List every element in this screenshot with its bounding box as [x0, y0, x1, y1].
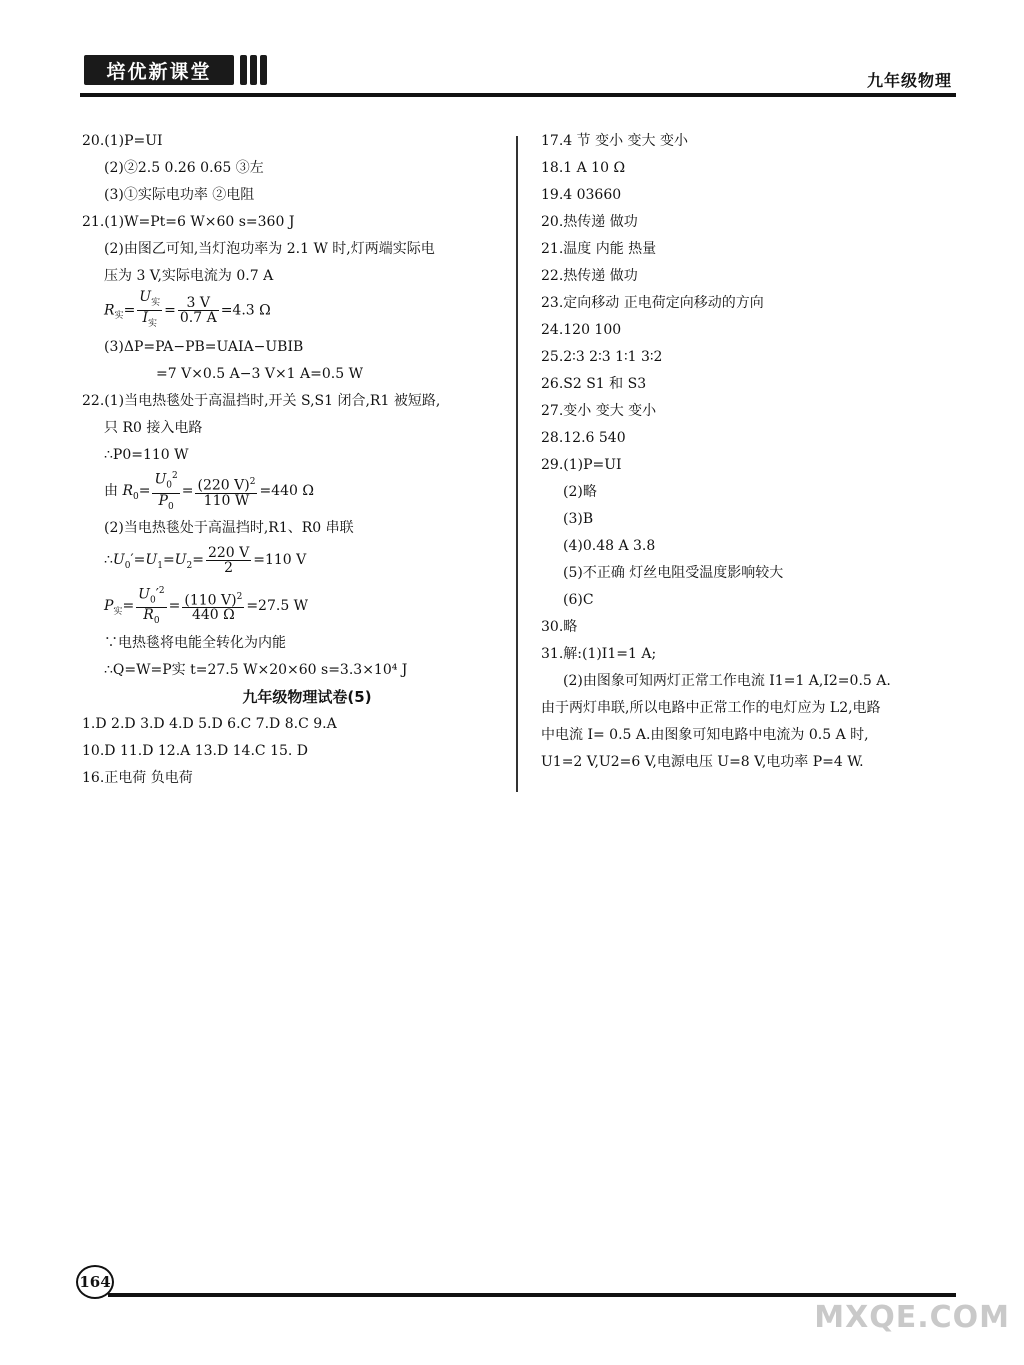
answer-line: 22.热传递 做功 [541, 268, 638, 284]
answer-line: 28.12.6 540 [541, 430, 626, 446]
answer-line: 18.1 A 10 Ω [541, 160, 626, 176]
answer-line: 24.120 100 [541, 322, 622, 338]
grade-subject-label: 九年级物理 [866, 71, 952, 90]
answer-line: 29.(1)P=UI [541, 457, 622, 473]
answer-line: (3)B [563, 511, 594, 527]
answer-line: 由于两灯串联,所以电路中正常工作的电灯应为 L2,电路 [541, 700, 881, 716]
answer-line: (5)不正确 灯丝电阻受温度影响较大 [563, 565, 784, 581]
answer-line: 20.热传递 做功 [541, 214, 638, 230]
answer-line: 1.D 2.D 3.D 4.D 5.D 6.C 7.D 8.C 9.A [82, 715, 337, 732]
answer-line: ∴Q=W=P实 t=27.5 W×20×60 s=3.3×10⁴ J [104, 661, 408, 678]
answer-line: 16.正电荷 负电荷 [82, 769, 193, 786]
formula-line: $\therefore U_0'=U_1=U_2=$ $\frac{220 V}{2}$ =110 V [104, 544, 307, 576]
brand-bar-decoration [240, 55, 247, 85]
answer-line: 31.解:(1)I1=1 A; [541, 646, 657, 662]
answer-line: 17.4 节 变小 变大 变小 [541, 133, 688, 149]
answer-line: (2)由图乙可知,当灯泡功率为 2.1 W 时,灯两端实际电 [104, 241, 435, 257]
answer-line: 27.变小 变大 变小 [541, 403, 657, 419]
answer-line: (3)ΔP=PA−PB=UAIA−UBIB [104, 339, 304, 356]
answer-line: 只 R0 接入电路 [104, 420, 203, 437]
answer-line: 10.D 11.D 12.A 13.D 14.C 15. D [82, 742, 309, 759]
answer-line: U1=2 V,U2=6 V,电源电压 U=8 V,电功率 P=4 W. [541, 754, 864, 770]
answer-line: 30.略 [541, 619, 578, 635]
page-number: 164 [76, 1265, 114, 1299]
answer-line: 25.2∶3 2∶3 1∶1 3∶2 [541, 349, 663, 365]
answer-line: ∴P0=110 W [104, 447, 189, 464]
answer-line: (2)由图象可知两灯正常工作电流 I1=1 A,I2=0.5 A. [563, 673, 891, 689]
answer-line: (3)①实际电功率 ②电阻 [104, 187, 255, 203]
answer-line: 中电流 I= 0.5 A.由图象可知电路中电流为 0.5 A 时, [541, 727, 869, 743]
formula-line: $P_实=$ $\frac{U_0'^2}{R_0}$ = $\frac{(110 V)^2}{440 \Omega}$ =27.5 W [104, 585, 309, 627]
answer-line: (2)当电热毯处于高温挡时,R1、R0 串联 [104, 520, 354, 537]
answer-line: (4)0.48 A 3.8 [563, 538, 656, 554]
answer-line: ∵电热毯将电能全转化为内能 [104, 634, 286, 651]
answer-line: =7 V×0.5 A−3 V×1 A=0.5 W [156, 366, 363, 383]
brand-bar-decoration [260, 55, 267, 85]
watermark: MXQE.COM [814, 1300, 1010, 1335]
formula-line: $R_实=$ $\frac{U_实}{I_实}$ = $\frac{3 V}{0.7 A}$ =4.3 Ω [104, 289, 271, 329]
answer-line: (2)②2.5 0.26 0.65 ③左 [104, 160, 264, 176]
formula-line: 由 $R_0=$ $\frac{U_0^2}{P_0}$ = $\frac{(220 V)^2}{110 W}$ =440 Ω [104, 471, 314, 512]
brand-logo: 培优新课堂 [84, 55, 234, 85]
header-rule [80, 93, 956, 97]
answer-line: 20.(1)P=UI [82, 133, 163, 149]
answer-line: (6)C [563, 592, 594, 608]
answer-line: 22.(1)当电热毯处于高温挡时,开关 S,S1 闭合,R1 被短路, [82, 393, 441, 410]
answer-line: 19.4 03660 [541, 187, 622, 203]
answer-line: 21.温度 内能 热量 [541, 241, 657, 257]
section-title: 九年级物理试卷(5) [242, 687, 372, 706]
answer-line: 21.(1)W=Pt=6 W×60 s=360 J [82, 214, 295, 230]
footer-rule [108, 1293, 956, 1297]
right-column [541, 128, 961, 776]
answer-line: 23.定向移动 正电荷定向移动的方向 [541, 295, 764, 311]
left-column [82, 128, 502, 792]
brand-bar-decoration [250, 55, 257, 85]
column-divider [516, 136, 518, 792]
answer-line: 压为 3 V,实际电流为 0.7 A [104, 268, 274, 284]
answer-line: (2)略 [563, 484, 597, 500]
answer-line: 26.S2 S1 和 S3 [541, 376, 647, 392]
